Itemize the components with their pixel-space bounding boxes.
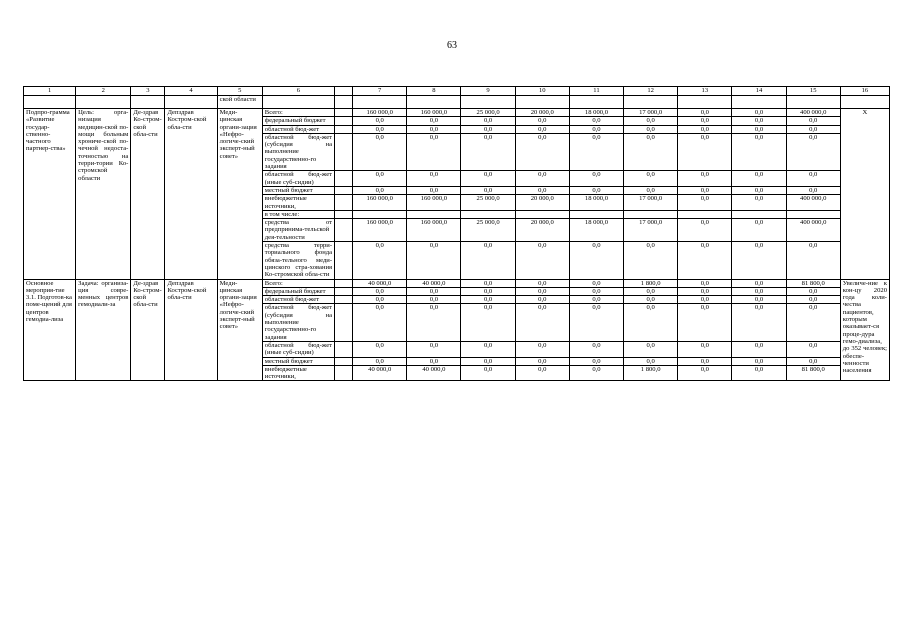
amount-cell: 17 000,0 — [624, 109, 678, 117]
amount-cell — [786, 210, 840, 218]
continuation-cell — [732, 96, 786, 109]
amount-cell: 81 800,0 — [786, 279, 840, 287]
amount-cell — [515, 210, 569, 218]
continuation-cell — [131, 96, 165, 109]
amount-cell: 0,0 — [353, 304, 407, 341]
amount-cell: 0,0 — [353, 133, 407, 170]
continuation-cell — [786, 96, 840, 109]
amount-cell: 0,0 — [732, 242, 786, 279]
amount-cell: 0,0 — [732, 117, 786, 125]
amount-cell: 20 000,0 — [515, 219, 569, 242]
column-number: 8 — [407, 87, 461, 96]
amount-cell: 0,0 — [732, 186, 786, 194]
spacer-cell — [335, 279, 353, 287]
amount-cell — [624, 210, 678, 218]
amount-cell: 0,0 — [407, 287, 461, 295]
amount-cell: 0,0 — [461, 304, 515, 341]
funding-source: местный бюджет — [262, 186, 334, 194]
amount-cell: 160 000,0 — [407, 195, 461, 211]
continuation-cell — [515, 96, 569, 109]
amount-cell: 0,0 — [678, 279, 732, 287]
amount-cell: 0,0 — [461, 242, 515, 279]
amount-cell: 0,0 — [786, 242, 840, 279]
amount-cell: 160 000,0 — [353, 109, 407, 117]
coordinator: Де-здрав Ко-стром-ской обла-сти — [131, 109, 165, 280]
amount-cell: 0,0 — [353, 287, 407, 295]
amount-cell: 17 000,0 — [624, 195, 678, 211]
amount-cell: 0,0 — [515, 133, 569, 170]
amount-cell: 0,0 — [353, 341, 407, 357]
funding-source: средства терри-ториального фонда обяза-тельного меди-цинского стра-хования Ко-стромской обла-сти — [262, 242, 334, 279]
amount-cell: 0,0 — [515, 287, 569, 295]
amount-cell: 0,0 — [407, 296, 461, 304]
amount-cell: 20 000,0 — [515, 195, 569, 211]
column-number: 11 — [569, 87, 623, 96]
amount-cell: 0,0 — [569, 242, 623, 279]
amount-cell: 25 000,0 — [461, 219, 515, 242]
spacer-cell — [335, 117, 353, 125]
amount-cell: 20 000,0 — [515, 109, 569, 117]
column-number: 3 — [131, 87, 165, 96]
amount-cell: 0,0 — [461, 117, 515, 125]
spacer-cell — [335, 287, 353, 295]
funding-source: в том числе: — [262, 210, 334, 218]
table-row — [24, 109, 890, 117]
amount-cell: 0,0 — [786, 186, 840, 194]
amount-cell: 40 000,0 — [353, 365, 407, 381]
budget-table — [23, 86, 890, 381]
amount-cell: 0,0 — [515, 279, 569, 287]
amount-cell: 0,0 — [461, 125, 515, 133]
continuation-cell — [353, 96, 407, 109]
continuation-cell — [407, 96, 461, 109]
continuation-organization: ской области — [217, 96, 262, 109]
amount-cell: 40 000,0 — [353, 279, 407, 287]
amount-cell — [569, 210, 623, 218]
amount-cell: 0,0 — [732, 341, 786, 357]
amount-cell: 0,0 — [569, 171, 623, 187]
amount-cell: 160 000,0 — [353, 219, 407, 242]
amount-cell: 400 000,0 — [786, 219, 840, 242]
amount-cell: 0,0 — [515, 341, 569, 357]
amount-cell: 0,0 — [678, 304, 732, 341]
amount-cell: 0,0 — [407, 117, 461, 125]
amount-cell: 0,0 — [407, 304, 461, 341]
amount-cell: 0,0 — [515, 304, 569, 341]
table-body — [24, 87, 890, 381]
column-number: 15 — [786, 87, 840, 96]
amount-cell: 1 800,0 — [624, 365, 678, 381]
amount-cell: 0,0 — [407, 341, 461, 357]
amount-cell: 0,0 — [461, 279, 515, 287]
amount-cell: 0,0 — [407, 186, 461, 194]
funding-source: областной бюд-жет (субсидия на выполнение государственно-го задания — [262, 133, 334, 170]
amount-cell: 0,0 — [569, 357, 623, 365]
executor: Депздрав Костром-ской обла-сти — [165, 279, 217, 381]
executor: Депздрав Костром-ской обла-сти — [165, 109, 217, 280]
page-number: 63 — [447, 40, 457, 51]
amount-cell: 0,0 — [515, 365, 569, 381]
column-number: 13 — [678, 87, 732, 96]
continuation-cell — [624, 96, 678, 109]
funding-source: внебюджетные источники, — [262, 195, 334, 211]
column-number: 2 — [76, 87, 131, 96]
column-number: 4 — [165, 87, 217, 96]
amount-cell: 0,0 — [407, 171, 461, 187]
amount-cell: 0,0 — [407, 125, 461, 133]
amount-cell: 25 000,0 — [461, 195, 515, 211]
amount-cell: 81 800,0 — [786, 365, 840, 381]
column-number: 10 — [515, 87, 569, 96]
amount-cell: 0,0 — [353, 242, 407, 279]
amount-cell: 0,0 — [461, 357, 515, 365]
spacer-cell — [335, 125, 353, 133]
amount-cell: 0,0 — [569, 117, 623, 125]
expected-result: Увеличе-ние к кон-цу 2020 года коли-чества пациентов, которым оказывает-ся проце-дура гемо-диализа, до 352 человек; обеспе-ченности населения — [840, 279, 889, 381]
amount-cell: 0,0 — [569, 304, 623, 341]
column-number: 1 — [24, 87, 76, 96]
amount-cell: 18 000,0 — [569, 109, 623, 117]
amount-cell: 0,0 — [624, 296, 678, 304]
amount-cell: 0,0 — [569, 365, 623, 381]
continuation-cell — [335, 96, 353, 109]
column-number — [335, 87, 353, 96]
amount-cell: 0,0 — [732, 365, 786, 381]
amount-cell: 0,0 — [678, 357, 732, 365]
funding-source: областной бюд-жет (иные суб-сидии) — [262, 341, 334, 357]
continuation-cell — [24, 96, 76, 109]
amount-cell: 0,0 — [732, 304, 786, 341]
funding-source: областной бюд-жет — [262, 125, 334, 133]
amount-cell: 0,0 — [732, 357, 786, 365]
column-number: 16 — [840, 87, 889, 96]
continuation-row — [24, 96, 890, 109]
amount-cell: 0,0 — [732, 279, 786, 287]
table-row — [24, 279, 890, 287]
spacer-cell — [335, 242, 353, 279]
amount-cell: 0,0 — [786, 287, 840, 295]
spacer-cell — [335, 296, 353, 304]
spacer-cell — [335, 109, 353, 117]
amount-cell: 0,0 — [624, 341, 678, 357]
amount-cell: 160 000,0 — [407, 109, 461, 117]
spacer-cell — [335, 219, 353, 242]
amount-cell: 0,0 — [678, 219, 732, 242]
amount-cell: 0,0 — [461, 341, 515, 357]
amount-cell: 0,0 — [569, 341, 623, 357]
amount-cell: 0,0 — [678, 109, 732, 117]
column-number: 5 — [217, 87, 262, 96]
spacer-cell — [335, 210, 353, 218]
amount-cell: 160 000,0 — [353, 195, 407, 211]
amount-cell: 0,0 — [678, 365, 732, 381]
funding-source: Всего: — [262, 109, 334, 117]
amount-cell: 0,0 — [678, 242, 732, 279]
amount-cell: 0,0 — [461, 287, 515, 295]
participant: Меди-цинская органи-зация «Нефро-логиче-ский эксперт-ный совет» — [217, 109, 262, 280]
amount-cell: 0,0 — [678, 296, 732, 304]
amount-cell: 0,0 — [678, 195, 732, 211]
amount-cell: 0,0 — [732, 296, 786, 304]
amount-cell: 0,0 — [569, 133, 623, 170]
amount-cell: 0,0 — [624, 133, 678, 170]
amount-cell: 0,0 — [461, 296, 515, 304]
amount-cell: 0,0 — [786, 341, 840, 357]
spacer-cell — [335, 341, 353, 357]
amount-cell: 0,0 — [353, 357, 407, 365]
amount-cell: 0,0 — [786, 296, 840, 304]
column-number: 7 — [353, 87, 407, 96]
column-number: 6 — [262, 87, 334, 96]
amount-cell: 18 000,0 — [569, 195, 623, 211]
amount-cell: 400 000,0 — [786, 109, 840, 117]
amount-cell: 0,0 — [732, 219, 786, 242]
participant: Меди-цинская органи-зация «Нефро-логиче-ский эксперт-ный совет» — [217, 279, 262, 381]
amount-cell: 400 000,0 — [786, 195, 840, 211]
spacer-cell — [335, 171, 353, 187]
funding-source: внебюджетные источники, — [262, 365, 334, 381]
amount-cell: 0,0 — [678, 186, 732, 194]
amount-cell: 1 800,0 — [624, 279, 678, 287]
amount-cell: 0,0 — [732, 109, 786, 117]
expected-result: Х — [840, 109, 889, 280]
amount-cell: 0,0 — [786, 357, 840, 365]
spacer-cell — [335, 365, 353, 381]
amount-cell: 0,0 — [461, 171, 515, 187]
goal-description: Задача: организа-ция совре-менных центров гемодиали-за — [76, 279, 131, 381]
coordinator: Де-здрав Ко-стром-ской обла-сти — [131, 279, 165, 381]
amount-cell: 0,0 — [678, 341, 732, 357]
funding-source: федеральный бюджет — [262, 287, 334, 295]
continuation-cell — [262, 96, 334, 109]
spacer-cell — [335, 133, 353, 170]
amount-cell: 40 000,0 — [407, 365, 461, 381]
funding-source: областной бюд-жет (субсидия на выполнение государственно-го задания — [262, 304, 334, 341]
goal-description: Цель: орга-низация медицин-ской по-мощи больным хрониче-ской по-чечной недоста-точностью на терри-тории Ко-стромской области — [76, 109, 131, 280]
amount-cell: 0,0 — [407, 357, 461, 365]
continuation-cell — [76, 96, 131, 109]
amount-cell: 0,0 — [678, 287, 732, 295]
amount-cell: 0,0 — [678, 117, 732, 125]
funding-source: областной бюд-жет — [262, 296, 334, 304]
funding-source: средства от предпринима-тельской дея-тельности — [262, 219, 334, 242]
amount-cell: 0,0 — [515, 186, 569, 194]
amount-cell: 0,0 — [732, 287, 786, 295]
amount-cell: 0,0 — [732, 125, 786, 133]
amount-cell: 0,0 — [786, 125, 840, 133]
amount-cell: 0,0 — [569, 186, 623, 194]
amount-cell: 0,0 — [786, 171, 840, 187]
amount-cell: 0,0 — [678, 125, 732, 133]
amount-cell: 0,0 — [624, 287, 678, 295]
funding-source: федеральный бюджет — [262, 117, 334, 125]
amount-cell: 160 000,0 — [407, 219, 461, 242]
amount-cell — [353, 210, 407, 218]
header-row — [24, 87, 890, 96]
amount-cell: 0,0 — [353, 125, 407, 133]
amount-cell: 0,0 — [678, 171, 732, 187]
continuation-cell — [461, 96, 515, 109]
funding-source: областной бюд-жет (иные суб-сидии) — [262, 171, 334, 187]
amount-cell: 0,0 — [461, 186, 515, 194]
amount-cell: 0,0 — [461, 133, 515, 170]
spacer-cell — [335, 195, 353, 211]
amount-cell: 0,0 — [624, 357, 678, 365]
amount-cell: 0,0 — [515, 242, 569, 279]
amount-cell: 0,0 — [678, 133, 732, 170]
amount-cell: 0,0 — [515, 117, 569, 125]
amount-cell: 0,0 — [732, 195, 786, 211]
amount-cell: 0,0 — [569, 279, 623, 287]
amount-cell: 0,0 — [569, 287, 623, 295]
continuation-cell — [569, 96, 623, 109]
funding-source: Всего: — [262, 279, 334, 287]
funding-source: местный бюджет — [262, 357, 334, 365]
continuation-cell — [678, 96, 732, 109]
amount-cell: 0,0 — [624, 117, 678, 125]
amount-cell — [461, 210, 515, 218]
amount-cell: 0,0 — [569, 125, 623, 133]
amount-cell — [407, 210, 461, 218]
amount-cell: 0,0 — [407, 242, 461, 279]
spacer-cell — [335, 304, 353, 341]
amount-cell: 0,0 — [515, 125, 569, 133]
continuation-cell — [840, 96, 889, 109]
column-number: 14 — [732, 87, 786, 96]
program-name: Подпро-грамма «Развитие государ-ственно-частного партнер-ства» — [24, 109, 76, 280]
amount-cell: 0,0 — [353, 117, 407, 125]
amount-cell: 0,0 — [732, 171, 786, 187]
column-number: 12 — [624, 87, 678, 96]
column-number: 9 — [461, 87, 515, 96]
amount-cell: 0,0 — [515, 171, 569, 187]
amount-cell: 0,0 — [407, 133, 461, 170]
amount-cell: 0,0 — [624, 242, 678, 279]
continuation-cell — [165, 96, 217, 109]
amount-cell: 0,0 — [732, 133, 786, 170]
amount-cell: 25 000,0 — [461, 109, 515, 117]
amount-cell: 0,0 — [569, 296, 623, 304]
amount-cell: 0,0 — [624, 304, 678, 341]
amount-cell — [678, 210, 732, 218]
amount-cell: 0,0 — [515, 357, 569, 365]
spacer-cell — [335, 357, 353, 365]
amount-cell: 0,0 — [353, 171, 407, 187]
amount-cell: 0,0 — [786, 133, 840, 170]
amount-cell: 0,0 — [786, 304, 840, 341]
program-name: Основное мероприя-тие 3.1. Подготов-ка поме-щений для центров гемодиа-лиза — [24, 279, 76, 381]
amount-cell: 0,0 — [353, 296, 407, 304]
amount-cell: 0,0 — [786, 117, 840, 125]
amount-cell: 0,0 — [624, 171, 678, 187]
amount-cell: 0,0 — [515, 296, 569, 304]
amount-cell: 0,0 — [624, 186, 678, 194]
amount-cell: 0,0 — [461, 365, 515, 381]
amount-cell — [732, 210, 786, 218]
amount-cell: 0,0 — [353, 186, 407, 194]
amount-cell: 40 000,0 — [407, 279, 461, 287]
amount-cell: 0,0 — [624, 125, 678, 133]
amount-cell: 18 000,0 — [569, 219, 623, 242]
spacer-cell — [335, 186, 353, 194]
amount-cell: 17 000,0 — [624, 219, 678, 242]
